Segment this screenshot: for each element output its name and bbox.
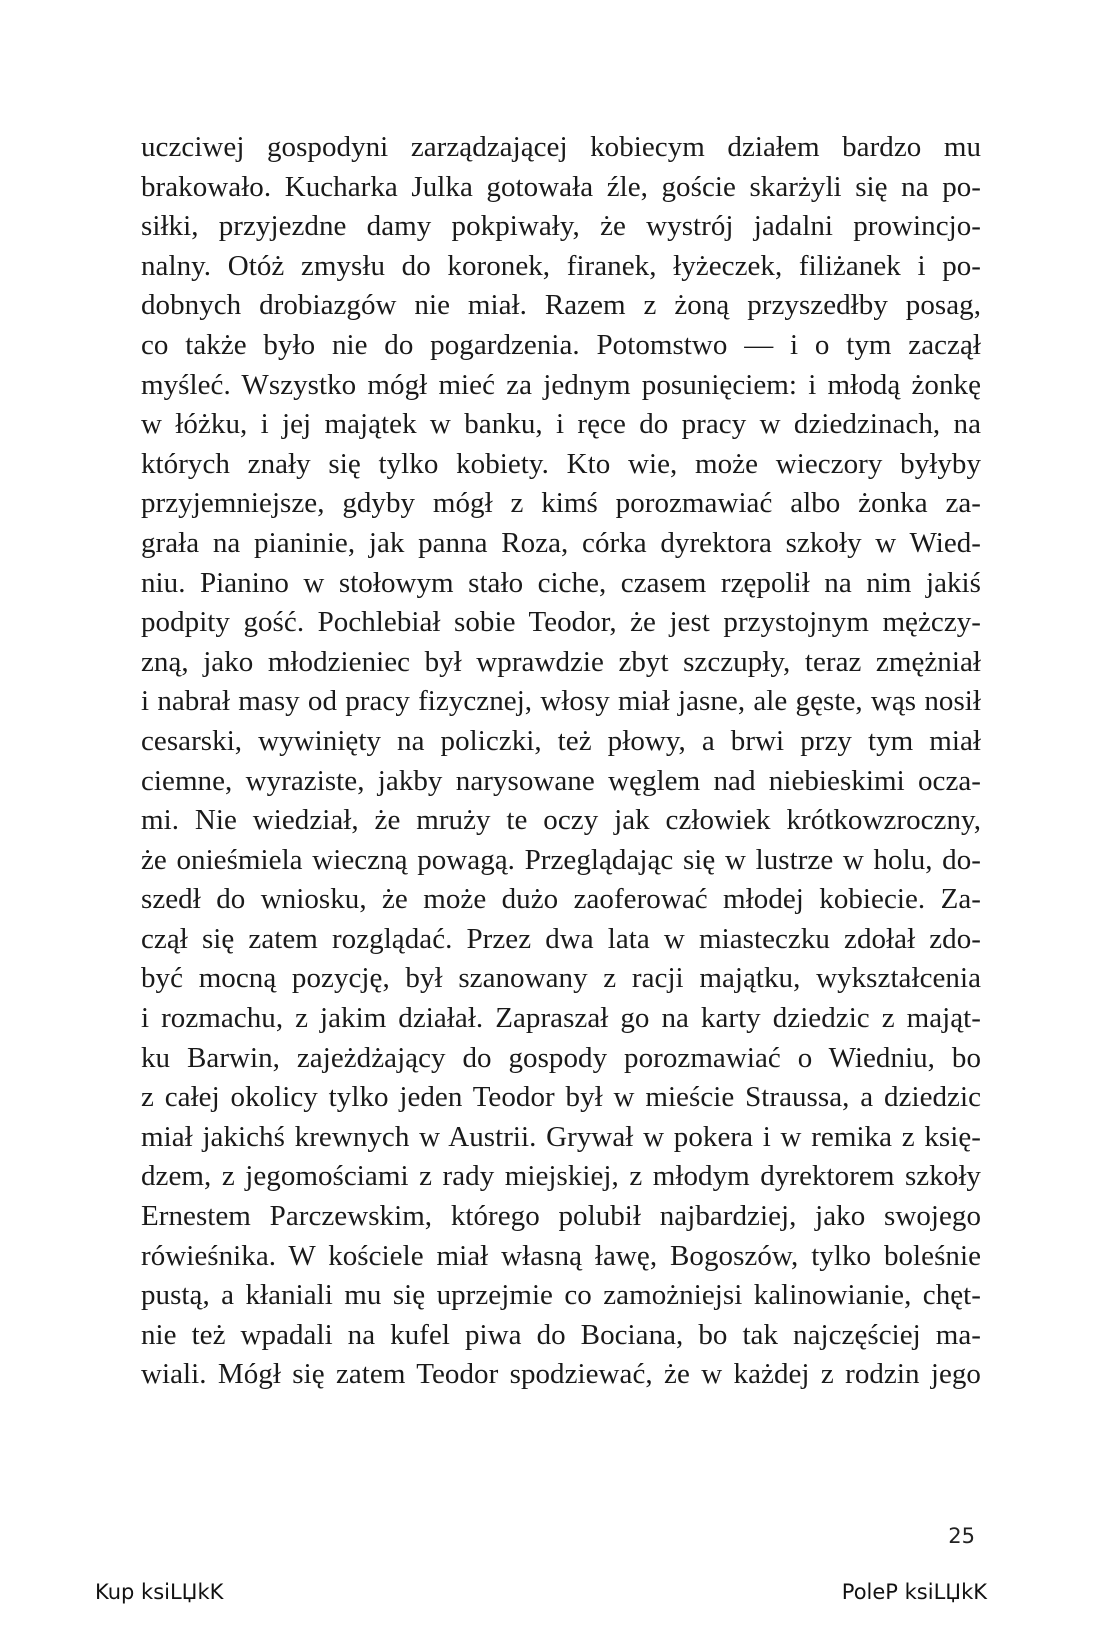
- text-line: z całej okolicy tylko jeden Teodor był w mieście Straussa, a dziedzic: [141, 1081, 981, 1114]
- text-line: szedł do wniosku, że może dużo zaoferować młodej kobiecie. Za-: [141, 883, 981, 916]
- text-line: siłki, przyjezdne damy pokpiwały, że wystrój jadalni prowincjo-: [141, 210, 981, 243]
- text-line: myśleć. Wszystko mógł mieć za jednym posunięciem: i młodą żonkę: [141, 368, 981, 401]
- text-line: miał jakichś krewnych w Austrii. Grywał w pokera i w remika z księ-: [141, 1120, 981, 1153]
- body-text: [141, 128, 981, 1395]
- text-line: i nabrał masy od pracy fizycznej, włosy miał jasne, ale gęste, wąs nosił: [141, 685, 981, 718]
- text-line: być mocną pozycję, był szanowany z racji majątku, wykształcenia: [141, 962, 981, 995]
- page-number: 25: [948, 1524, 975, 1548]
- text-line: grała na pianinie, jak panna Roza, córka dyrektora szkoły w Wied-: [141, 526, 981, 559]
- text-line: ku Barwin, zajeżdżający do gospody porozmawiać o Wiedniu, bo: [141, 1041, 981, 1074]
- text-line: uczciwej gospodyni zarządzającej kobiecym działem bardzo mu: [141, 131, 981, 163]
- text-line: pustą, a kłaniali mu się uprzejmie co zamożniejsi kalinowianie, chęt-: [141, 1279, 981, 1312]
- text-line: cesarski, wywinięty na policzki, też płowy, a brwi przy tym miał: [141, 724, 981, 757]
- text-line: zną, jako młodzieniec był wprawdzie zbyt szczupły, teraz zmężniał: [141, 645, 981, 678]
- text-line: niu. Pianino w stołowym stało ciche, czasem rzępolił na nim jakiś: [141, 566, 981, 599]
- text-line: mi. Nie wiedział, że mruży te oczy jak człowiek krótkowzroczny,: [141, 804, 981, 837]
- text-line: nalny. Otóż zmysłu do koronek, firanek, łyżeczek, filiżanek i po-: [141, 249, 981, 282]
- text-line: podpity gość. Pochlebiał sobie Teodor, że jest przystojnym mężczy-: [141, 606, 981, 639]
- text-line: dobnych drobiazgów nie miał. Razem z żoną przyszedłby posag,: [141, 289, 981, 322]
- text-line: przyjemniejsze, gdyby mógł z kimś porozmawiać albo żonka za-: [141, 487, 981, 520]
- text-line: rówieśnika. W kościele miał własną ławę, Bogoszów, tylko boleśnie: [141, 1239, 981, 1272]
- text-line: wiali. Mógł się zatem Teodor spodziewać, że w każdej z rodzin jego: [141, 1358, 981, 1391]
- text-line: dzem, z jegomościami z rady miejskiej, z młodym dyrektorem szkoły: [141, 1160, 981, 1193]
- text-line: których znały się tylko kobiety. Kto wie, może wieczory byłyby: [141, 447, 981, 480]
- text-line: co także było nie do pogardzenia. Potomstwo — i o tym zaczął: [141, 328, 981, 361]
- buy-book-link[interactable]: Kup ksiLЏkK: [95, 1580, 224, 1604]
- text-line: nie też wpadali na kufel piwa do Bociana, bo tak najczęściej ma-: [141, 1318, 981, 1351]
- text-line: brakowało. Kucharka Julka gotowała źle, goście skarżyli się na po-: [141, 170, 981, 203]
- recommend-book-link[interactable]: PoleP ksiLЏkK: [841, 1580, 987, 1604]
- text-line: Ernestem Parczewskim, którego polubił najbardziej, jako swojego: [141, 1200, 981, 1233]
- text-line: czął się zatem rozglądać. Przez dwa lata w miasteczku zdołał zdo-: [141, 922, 981, 955]
- text-line: ciemne, wyraziste, jakby narysowane węglem nad niebieskimi ocza-: [141, 764, 981, 797]
- text-line: że onieśmiela wieczną powagą. Przeglądając się w lustrze w holu, do-: [141, 843, 981, 876]
- text-line: w łóżku, i jej majątek w banku, i ręce do pracy w dziedzinach, na: [141, 408, 981, 441]
- text-line: i rozmachu, z jakim działał. Zapraszał go na karty dziedzic z mająt-: [141, 1002, 981, 1035]
